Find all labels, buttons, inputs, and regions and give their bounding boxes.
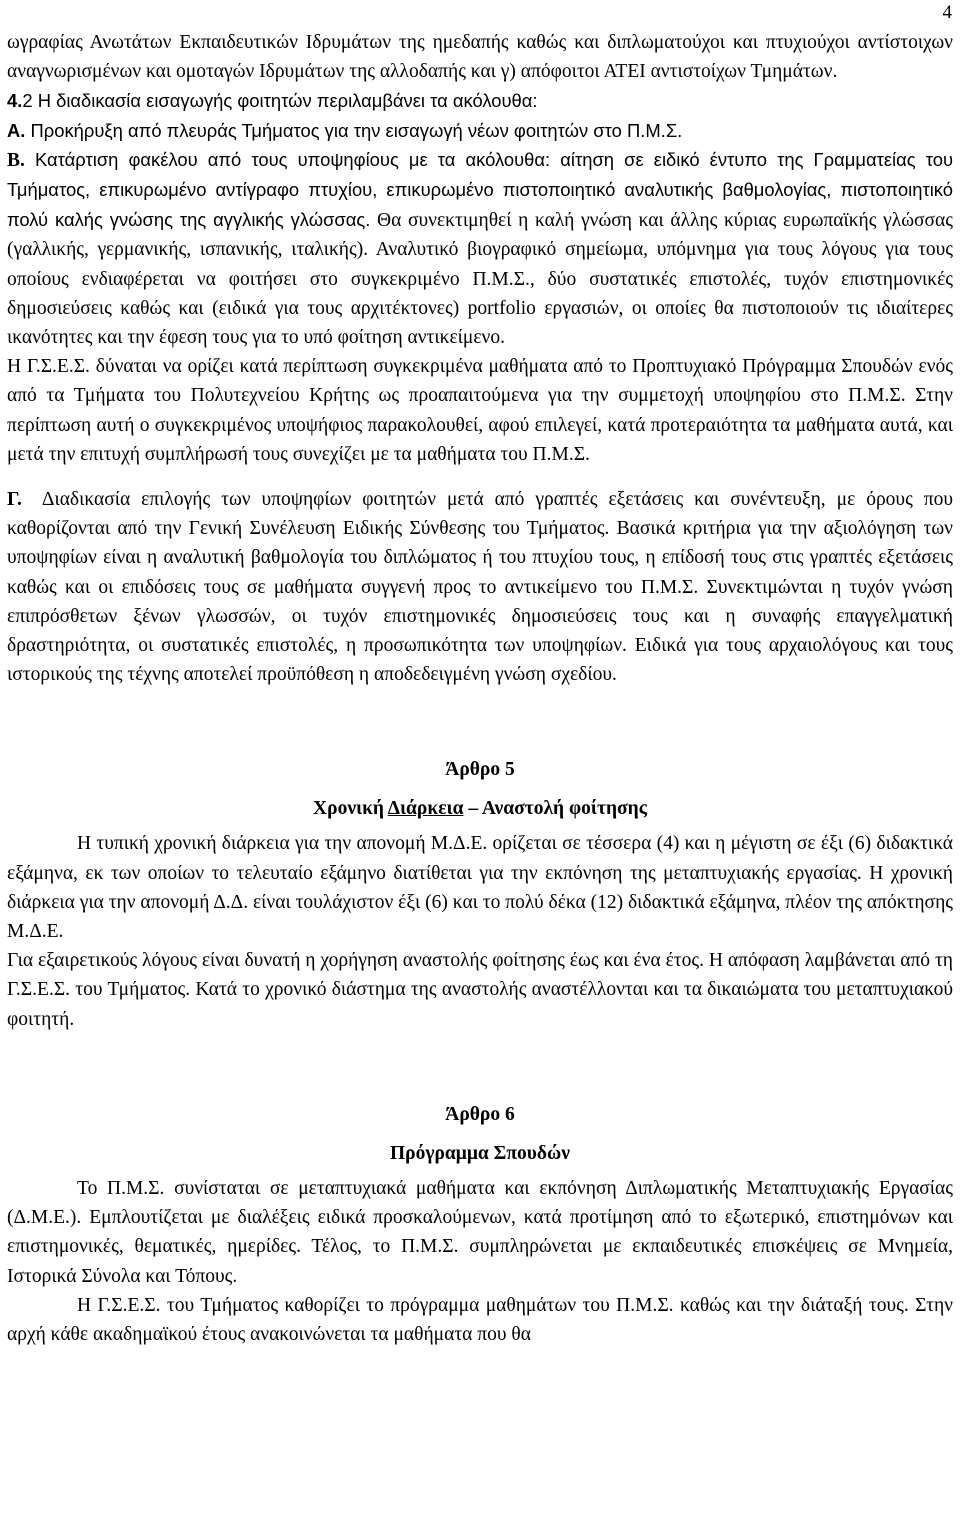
intro-paragraph: ωγραφίας Ανωτάτων Εκπαιδευτικών Ιδρυμάτων της ημεδαπής καθώς και διπλωματούχοι και πτυχιούχοι αντίστοιχων αναγνωρισμένων και ομοταγών Ιδρυμάτων της αλλοδαπής και γ) απόφοιτοι ΑΤΕΙ αντιστοίχων Τμημάτων. <box>7 32 953 83</box>
article-6-paragraph-1: Το Π.Μ.Σ. συνίσταται σε μεταπτυχιακά μαθήματα και εκπόνηση Διπλωματικής Μεταπτυχιακής Εργασίας (Δ.Μ.Ε.). Εμπλουτίζεται με διαλέξεις ειδικά προσκαλούμενων, κατά προτίμηση από το εξωτερικό, επιστημόνων και επιστημονικές, θεματικές, ημερίδες. Τέλος, το Π.Μ.Σ. συμπληρώνεται με εκπαιδευτικές επισκέψεις σε Μνημεία, Ιστορικά Σύνολα και Τόπους. <box>7 1177 953 1287</box>
article-5-title <box>7 789 953 829</box>
item-c-label: Γ. <box>7 489 22 511</box>
article-6-title: Πρόγραμμα Σπουδών <box>389 1142 571 1164</box>
spacer <box>7 1034 953 1096</box>
item-c <box>7 485 953 689</box>
article-5-title-underlined: Διάρκεια <box>387 798 464 820</box>
section-4-2 <box>7 86 953 115</box>
article-6-paragraph-2: Η Γ.Σ.Ε.Σ. του Τμήματος καθορίζει το πρόγραμμα μαθημάτων του Π.Μ.Σ. καθώς και την διάταξή τους. Στην αρχή κάθε ακαδημαϊκού έτους ανακοινώνεται τα μαθήματα που θα <box>7 1294 953 1345</box>
item-b-text-sans: Κατάρτιση φακέλου από τους υποψηφίους με τα ακόλουθα: αίτηση σε ειδικό έντυπο της Γραμματείας του Τμήματος, επικυρωμένο αντίγραφο πτυχίου, επικυρωμένο πιστοποιητικό αναλυτικής βαθμολογίας, πιστοποιητικό πολύ καλής γνώσης της αγγλικής γλώσσας. <box>7 148 953 231</box>
article-5-paragraph-2: Για εξαιρετικούς λόγους είναι δυνατή η χορήγηση αναστολής φοίτησης έως και ένα έτος. Η απόφαση λαμβάνεται από τη Γ.Σ.Ε.Σ. του Τμήματος. Κατά το χρονικό διάστημα της αναστολής αναστέλλονται και τα δικαιώματα του μεταπτυχιακού φοιτητή. <box>7 950 953 1030</box>
section-number: 4. <box>7 90 23 112</box>
item-b-label: Β. <box>7 149 25 171</box>
item-b <box>7 145 953 352</box>
item-a <box>7 116 953 145</box>
item-a-label: Α. <box>7 119 26 141</box>
section-text: Η διαδικασία εισαγωγής φοιτητών περιλαμβάνει τα ακόλουθα: <box>32 90 538 112</box>
page-number: 4 <box>942 2 952 23</box>
article-6-heading: Άρθρο 6 <box>445 1103 515 1125</box>
article-5-paragraph-1: Η τυπική χρονική διάρκεια για την απονομή Μ.Δ.Ε. ορίζεται σε τέσσερα (4) και η μέγιστη σε έξι (6) διδακτικά εξάμηνα, εκ των οποίων το τελευταίο εξάμηνο διατίθεται για την εκπόνηση της μεταπτυχιακής εργασίας. Η χρονική διάρκεια για την απονομή Δ.Δ. είναι τουλάχιστον έξι (6) και το πολύ δέκα (12) διδακτικά εξάμηνα, πλέον της απόκτησης Μ.Δ.Ε. <box>7 833 953 943</box>
article-5-heading: Άρθρο 5 <box>445 759 515 781</box>
article-5-title-b: – Αναστολή φοίτησης <box>463 798 647 820</box>
page-body <box>7 28 953 1349</box>
item-b-note: Η Γ.Σ.Ε.Σ. δύναται να ορίζει κατά περίπτωση συγκεκριμένα μαθήματα από το Προπτυχιακό Πρόγραμμα Σπουδών ενός από τα Τμήματα του Πολυτεχνείου Κρήτης ως προαπαιτούμενα για την συμμετοχή υποψηφίου στο Π.Μ.Σ. Στην περίπτωση αυτή ο συγκεκριμένος υποψήφιος παρακολουθεί, αφού επιλεγεί, κατά προτεραιότητα τα μαθήματα αυτά, και μετά την επιτυχή συμπλήρωσή τους συνεχίζει με τα μαθήματα του Π.Μ.Σ. <box>7 356 953 465</box>
spacer <box>7 689 953 751</box>
spacer <box>7 469 953 485</box>
section-number-rest: 2 <box>22 90 33 112</box>
article-5-title-a: Χρονική <box>313 798 388 820</box>
item-b-text-serif: Θα συνεκτιμηθεί η καλή γνώση και άλλης κύριας ευρωπαϊκής γλώσσας (γαλλικής, γερμανικής, ισπανικής, ιταλικής). Αναλυτικό βιογραφικό σημείωμα, υπόμνημα για τους λόγους για τους οποίους ενδιαφέρεται να φοιτήσει στο συγκεκριμένο Π.Μ.Σ., δύο συστατικές επιστολές, τυχόν επιστημονικές δημοσιεύσεις καθώς και (ειδικά για τους αρχιτέκτονες) portfolio εργασιών, οι οποίες θα πιστοποιούν τις ιδιαίτερες ικανότητες και την έφεση τους για το υπό φοίτηση αντικείμενο. <box>7 210 953 349</box>
item-c-text: Διαδικασία επιλογής των υποψηφίων φοιτητών μετά από γραπτές εξετάσεις και συνέντευξη, με όρους που καθορίζονται από την Γενική Συνέλευση Ειδικής Σύνθεσης του Τμήματος. Βασικά κριτήρια για την αξιολόγηση των υποψηφίων είναι η αναλυτική βαθμολογία του διπλώματος ή του πτυχίου τους, η επίδοσή τους στις γραπτές εξετάσεις καθώς και οι επιδόσεις τους σε μαθήματα συγγενή προς το αντικείμενο του Π.Μ.Σ. Συνεκτιμώνται η τυχόν γνώση επιπρόσθετων ξένων γλωσσών, οι τυχόν επιστημονικές δημοσιεύσεις τους και η συναφής επαγγελματική δραστηριότητα, οι συστατικές επιστολές, η προσωπικότητα των υποψηφίων. Ειδικά για τους αρχαιολόγους και τους ιστορικούς της τέχνης αποτελεί προϋπόθεση η αποδεδειγμένη γνώση σχεδίου. <box>7 489 953 686</box>
item-a-text: Προκήρυξη από πλευράς Τμήματος για την εισαγωγή νέων φοιτητών στο Π.Μ.Σ. <box>25 119 683 141</box>
